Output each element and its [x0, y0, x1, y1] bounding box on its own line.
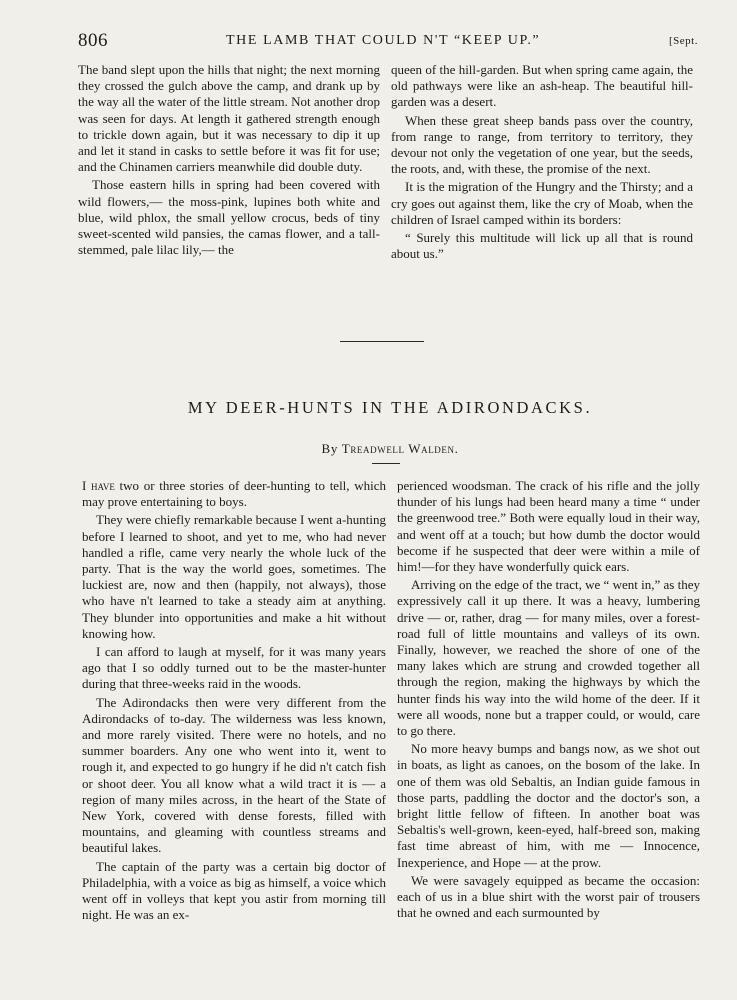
- section-divider: [340, 341, 424, 342]
- page-number: 806: [78, 30, 108, 51]
- paragraph: We were savagely equipped as became the occasion: each of us in a blue shirt with the worst pair of trousers that he owned and each surmounted by: [397, 872, 700, 921]
- paragraph: Arriving on the edge of the tract, we “ went in,” as they expressively call it up there. It was a heavy, lumbering drive — or, rather, drag — for many miles, over a forest-road full of little mountains and valleys of its own. Finally, however, we reached the shore of one of the many lakes which are strung and crowded together all through the region, making the highways by which the hunter finds his way into the wild home of the deer. If it were all woods, none but a trapper could, or would, care to go there.: [397, 577, 700, 739]
- article-right-column: [397, 478, 700, 921]
- paragraph: I can afford to laugh at myself, for it was many years ago that I so oddly turned out to be the master-hunter during that three-weeks raid in the woods.: [82, 644, 386, 692]
- article-title: MY DEER-HUNTS IN THE ADIRONDACKS.: [187, 398, 593, 417]
- opening-word: I have: [82, 478, 115, 493]
- paragraph: The Adirondacks then were very different from the Adirondacks of to-day. The wilderness was less known, and more rarely visited. There were no hotels, and no summer boarders. Any one who went into it, went to rough it, and expected to go hungry if he did n't catch fish or shoot deer. You all know what a wild tract it is — a region of many miles across, in the heart of the State of New York, covered with dense forests, filled with mountains, and gleaming with countless streams and beautiful lakes.: [82, 694, 386, 856]
- running-title: THE LAMB THAT COULD N'T “KEEP UP.”: [226, 33, 541, 48]
- paragraph: “ Surely this multitude will lick up all that is round about us.”: [391, 230, 693, 262]
- paragraph: queen of the hill-garden. But when spring came again, the old pathways were like an ash-heap. The beautiful hill-garden was a desert.: [391, 62, 693, 110]
- paragraph: Those eastern hills in spring had been covered with wild flowers,— the moss-pink, lupines both white and blue, wild phlox, the small yellow crocus, beds of tiny sweet-scented wild pansies, the camas flower, and a tall-stemmed, pale lilac lily,— the: [78, 177, 380, 258]
- byline-prefix: By: [321, 441, 338, 456]
- top-article-right-column: [391, 62, 693, 262]
- running-month: [Sept.: [669, 35, 698, 47]
- article-byline: [80, 441, 700, 457]
- paragraph: When these great sheep bands pass over the country, from range to range, from territory to territory, they devour not only the vegetation of one year, but the seeds, the roots, and, with these, the promise of the next.: [391, 112, 693, 177]
- opening-paragraph: [82, 478, 386, 510]
- top-article-left-column: [78, 62, 380, 258]
- running-header: [78, 30, 698, 52]
- byline-divider: [372, 463, 400, 464]
- article-left-column: [82, 478, 386, 923]
- paragraph: No more heavy bumps and bangs now, as we shot out in boats, as light as canoes, on the bosom of the lake. In one of them was old Sebaltis, an Indian guide famous in those parts, paddling the doctor and the doctor's son, a bright little fellow of fifteen. In another boat was Sebaltis's well-grown, keen-eyed, half-breed son, making fast time abreast of him, with me — Innocence, Inexperience, and Hope — at the prow.: [397, 741, 700, 870]
- paragraph: They were chiefly remarkable because I went a-hunting before I learned to shoot, and yet to me, who had never handled a rifle, came very nearly the whole luck of the party. That is the way the world goes, sometimes. The luckiest are, now and then (happily, not always), those who have n't learned to take a steady aim at anything. They blunder into opportunities and make a hit without knowing how.: [82, 512, 386, 641]
- author-name: Treadwell Walden.: [341, 441, 459, 456]
- paragraph: The captain of the party was a certain big doctor of Philadelphia, with a voice as big as himself, a voice which went off in volleys that kept you astir from morning till night. He was an ex-: [82, 858, 386, 923]
- paragraph: The band slept upon the hills that night; the next morning they crossed the gulch above the camp, and drank up by the way all the water of the little stream. Not another drop was seen for days. At length it gathered strength enough to trickle down again, but it was necessary to dip it up and let it stand in casks to settle before it was fit for use; and the Chinamen carriers meanwhile did double duty.: [78, 62, 380, 175]
- opening-text: two or three stories of deer-hunting to tell, which may prove entertaining to boys.: [82, 478, 386, 510]
- paragraph: perienced woodsman. The crack of his rifle and the jolly thunder of his lungs had been heard many a time “ under the greenwood tree.” Both were equally loud in their way, and went off at a touch; but how dumb the doctor would become if he suspected that deer were within a mile of him!—for they have wonderfully quick ears.: [397, 478, 700, 575]
- paragraph: It is the migration of the Hungry and the Thirsty; and a cry goes out against them, like the cry of Moab, when the children of Israel camped within its borders:: [391, 179, 693, 227]
